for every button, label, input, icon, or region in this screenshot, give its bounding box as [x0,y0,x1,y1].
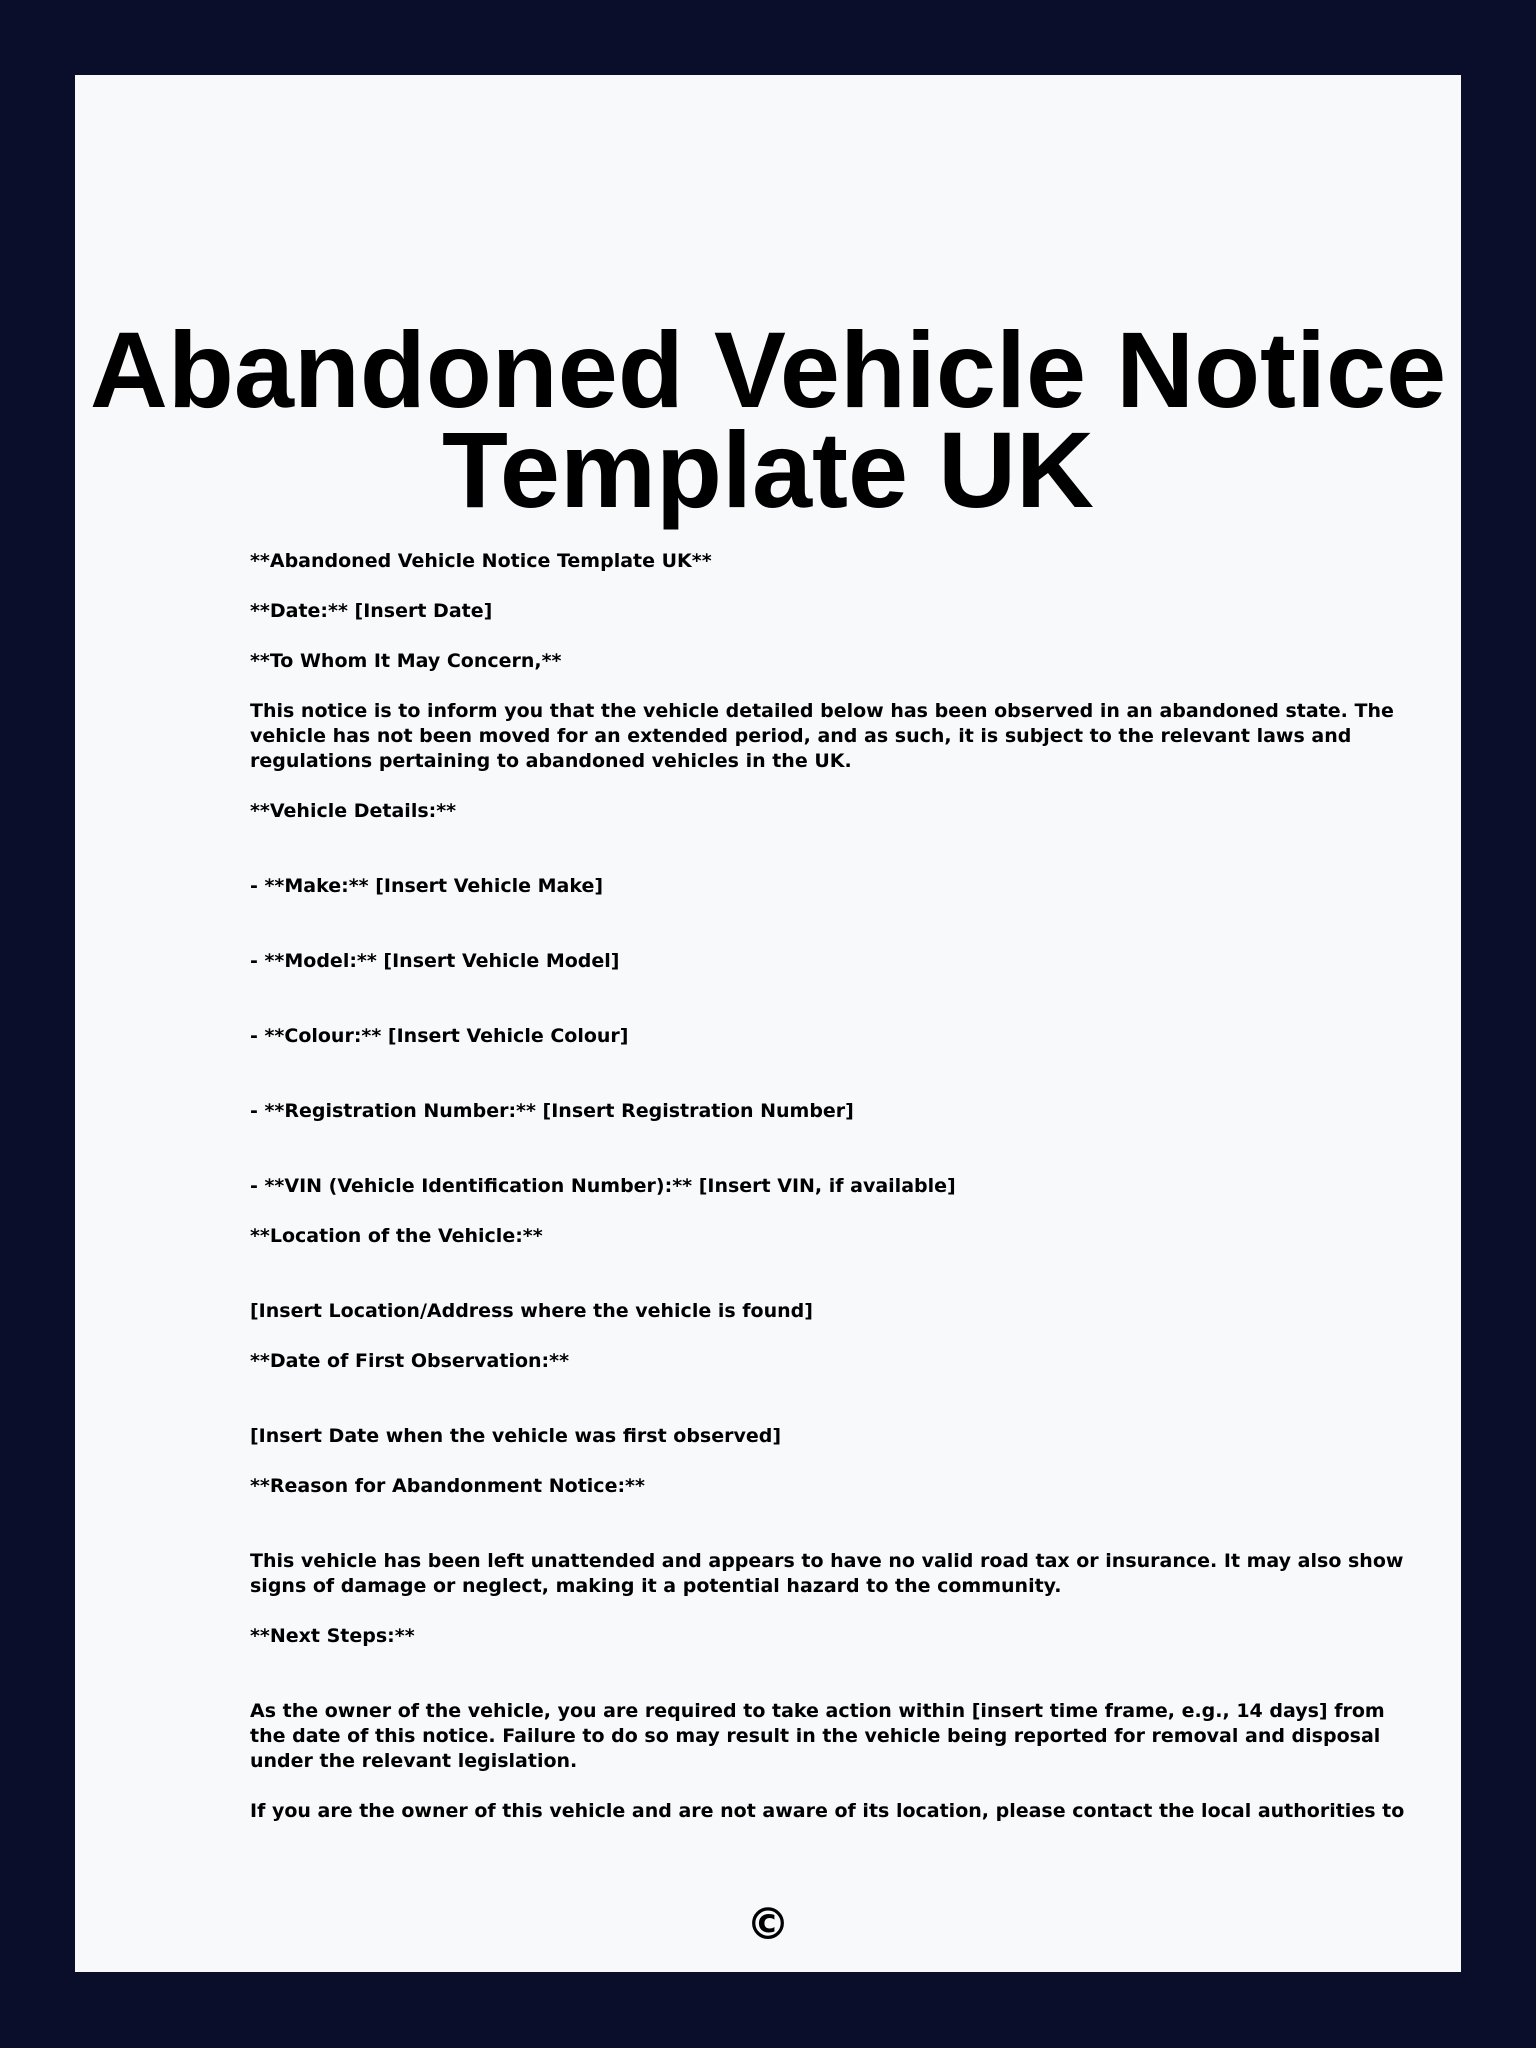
next-steps-heading: **Next Steps:** [250,1625,415,1647]
document-title-line-2: Template UK [441,409,1095,530]
vehicle-detail-colour: - **Colour:** [Insert Vehicle Colour] [250,1025,629,1047]
observation-text: [Insert Date when the vehicle was first observed] [250,1425,782,1447]
document-page [75,75,1461,1972]
next-steps-line: under the relevant legislation. [250,1750,578,1772]
intro-line: This notice is to inform you that the vehicle detailed below has been observed in an abandoned state. The [250,700,1394,722]
location-text: [Insert Location/Address where the vehicle is found] [250,1300,813,1322]
vehicle-detail-vin: - **VIN (Vehicle Identification Number):** [Insert VIN, if available] [250,1175,956,1197]
intro-line: vehicle has not been moved for an extended period, and as such, it is subject to the relevant laws and [250,725,1352,747]
document-title [75,309,1461,530]
closing-line: If you are the owner of this vehicle and are not aware of its location, please contact the local authorities to [250,1800,1405,1822]
next-steps-line: As the owner of the vehicle, you are required to take action within [insert time frame, e.g., 14 days] from [250,1700,1385,1722]
date-line: **Date:** [Insert Date] [250,600,493,622]
copyright-icon: © [746,1899,790,1950]
vehicle-details-heading: **Vehicle Details:** [250,800,457,822]
reason-line: This vehicle has been left unattended and appears to have no valid road tax or insurance. It may also show [250,1550,1404,1572]
reason-heading: **Reason for Abandonment Notice:** [250,1475,645,1497]
reason-line: signs of damage or neglect, making it a potential hazard to the community. [250,1575,1062,1597]
body-heading: **Abandoned Vehicle Notice Template UK** [250,550,712,572]
document-title-line-1: Abandoned Vehicle Notice [89,309,1447,430]
intro-line: regulations pertaining to abandoned vehicles in the UK. [250,750,852,772]
vehicle-detail-registration: - **Registration Number:** [Insert Registration Number] [250,1100,854,1122]
salutation: **To Whom It May Concern,** [250,650,562,672]
observation-heading: **Date of First Observation:** [250,1350,570,1372]
vehicle-detail-model: - **Model:** [Insert Vehicle Model] [250,950,620,972]
next-steps-line: the date of this notice. Failure to do so may result in the vehicle being reported for removal and disposal [250,1725,1381,1747]
vehicle-detail-make: - **Make:** [Insert Vehicle Make] [250,875,604,897]
location-heading: **Location of the Vehicle:** [250,1225,543,1247]
